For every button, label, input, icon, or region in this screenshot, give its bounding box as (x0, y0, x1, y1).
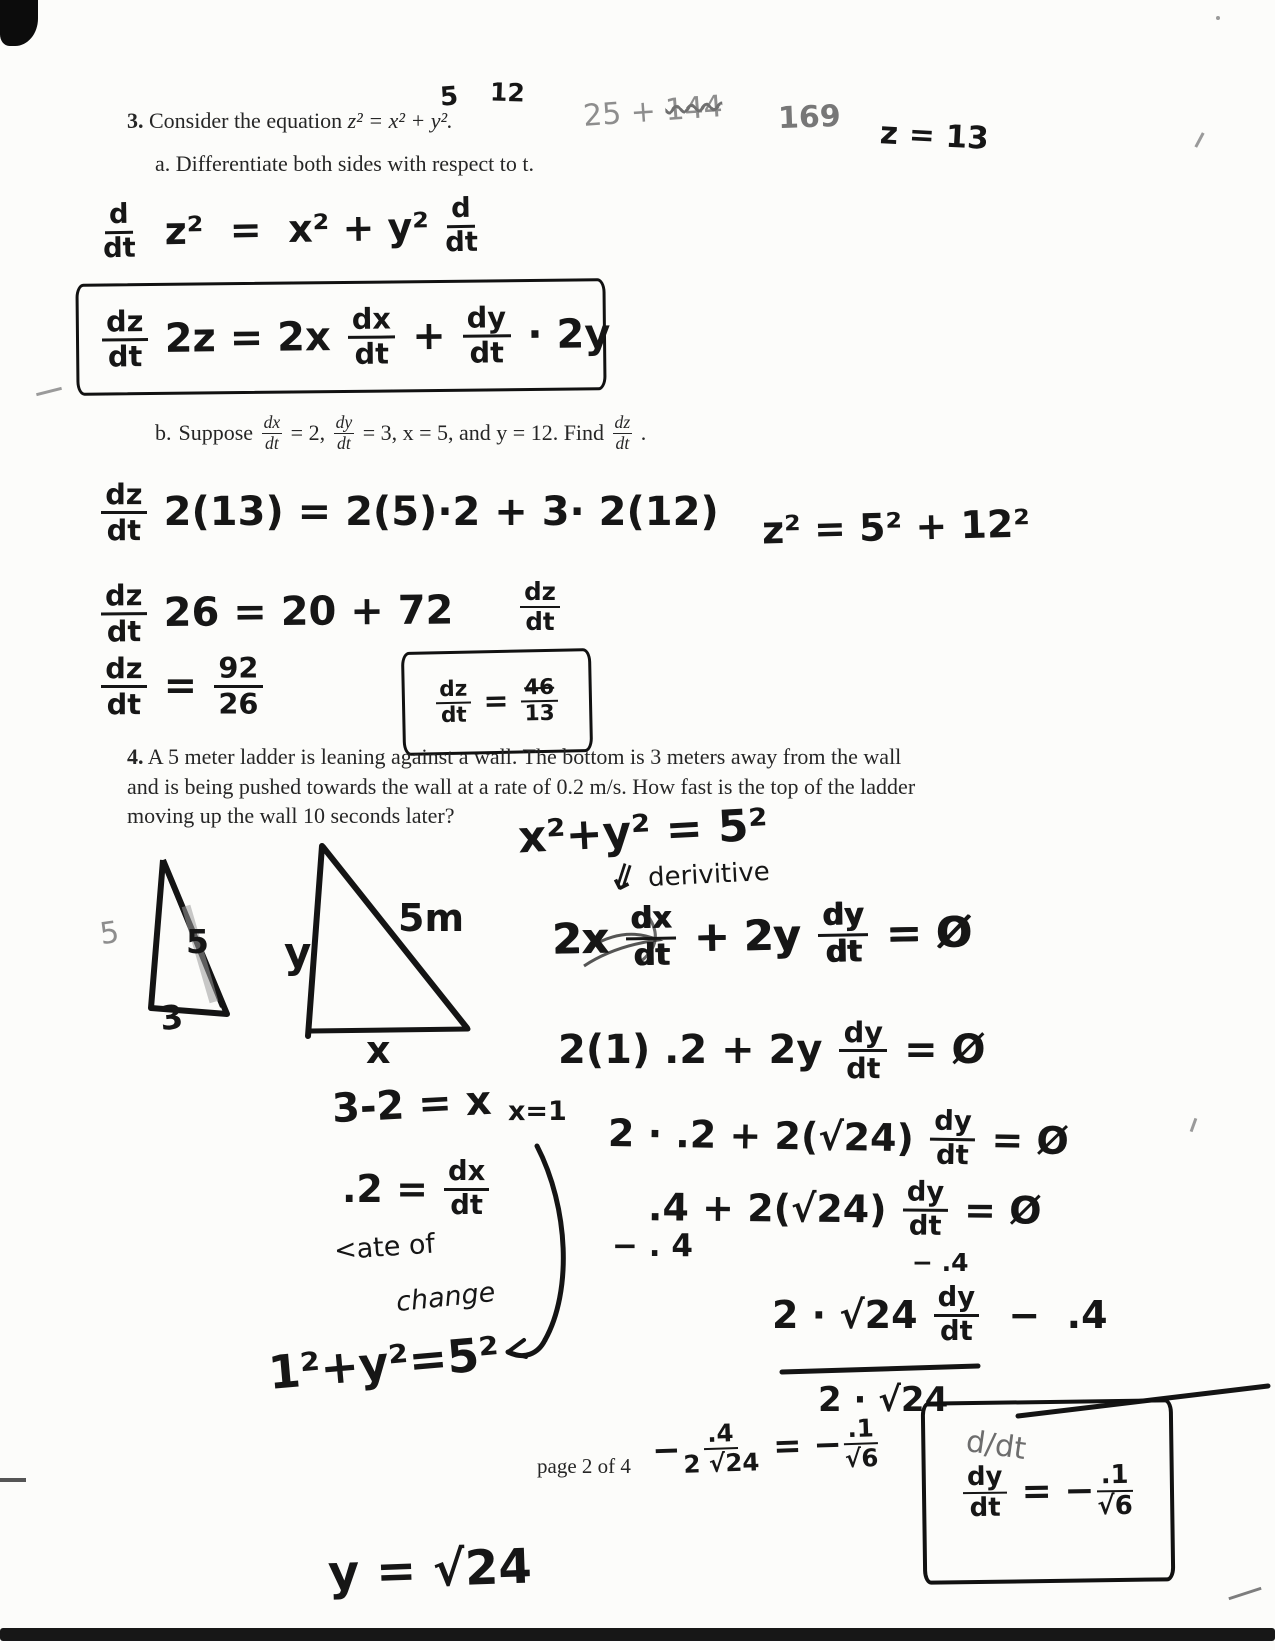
problem4-text2: and is being pushed towards the wall at a rate of 0.2 m/s. How fast is the top of the ladder (127, 773, 916, 799)
work4-minus-point4: − . 4 (612, 1228, 693, 1264)
work-b-quotient-line: $\frac{dz}{dt}$ = $\frac{92}{26}$ (98, 654, 266, 719)
double-down-arrow-icon: ⇓ (602, 854, 644, 903)
work4-minus-point4-small: − .4 (912, 1248, 969, 1277)
work4-x-equals-1: x=1 (508, 1096, 567, 1127)
work-a-derivative-line: $\frac{d}{dt}$ z² = x² + y² $\frac{d}{dt}$ (102, 192, 479, 265)
fraction: $\frac{dy}{dt}$ (335, 412, 353, 453)
problem3-text: Consider the equation (149, 108, 343, 133)
fraction: $\frac{dx}{dt}$ (625, 903, 676, 972)
work-b-substitution-line: $\frac{dz}{dt}$ 2(13) = 2(5)·2 + 3· 2(12) (98, 480, 719, 545)
small-triangle-left-label: 5 (97, 914, 122, 953)
fraction: $\frac{.1}{√6}$ (1097, 1459, 1133, 1522)
rate-of-label: <ate of (333, 1228, 436, 1267)
fraction: $\frac{d}{dt}$ (102, 198, 136, 265)
fraction: $\frac{dz}{dt}$ (520, 580, 559, 635)
dz-dt-fraction (611, 414, 634, 453)
problem4-text1: A 5 meter ladder is leaning against a wall. The bottom is 3 meters away from the wall (147, 744, 902, 769)
fraction: $\frac{.4}{2 √24}$ (682, 1418, 760, 1479)
work4-x-distance-line: 3-2 = x (330, 1077, 493, 1133)
part-b-period: . (640, 420, 647, 446)
fraction: $\frac{dx}{dt}$ (347, 304, 396, 369)
work4-point4-line: .4 + 2(√24) $\frac{dy}{dt}$ = Ø (647, 1176, 1042, 1242)
work4-sqrt24-line: 2 · .2 + 2(√24) $\frac{dy}{dt}$ = Ø (607, 1105, 1070, 1172)
fraction: $\frac{dz}{dt}$ (614, 412, 631, 453)
work4-implicit-derivative: 2x $\frac{dx}{dt}$ + 2y $\frac{dy}{dt}$ = Ø (551, 897, 972, 974)
work4-pythagorean-equation: x²+y² = 5² (516, 799, 770, 864)
work-b-simplified-line: $\frac{dz}{dt}$ 26 = 20 + 72 (98, 578, 454, 646)
work-a-boxed-equation: $\frac{dz}{dt}$ 2z = 2x $\frac{dx}{dt}$ + $\frac{dy}{dt}$ · 2y (79, 302, 611, 372)
fraction: $\frac{dy}{dt}$ (963, 1463, 1007, 1521)
handwritten-z-equals-13: z = 13 (879, 115, 990, 157)
problem4-number: 4. (127, 744, 144, 769)
work4-rate-line: .2 = $\frac{dx}{dt}$ (342, 1158, 492, 1220)
pencil-mark (1216, 16, 1220, 20)
fraction: $\frac{dy}{dt}$ (839, 1018, 887, 1083)
scan-corner-blob (0, 0, 38, 46)
big-triangle-hyp-label: 5m (398, 896, 465, 940)
work4-isolate-line: 2 · √24 $\frac{dy}{dt}$ − .4 (772, 1282, 1108, 1347)
fraction: $\frac{dy}{dt}$ (934, 1284, 980, 1346)
work4-denominator: 2 · √24 (818, 1380, 949, 1420)
work-b-answer-box (401, 648, 593, 756)
pencil-mark (0, 1478, 26, 1482)
work4-answer-box (921, 1398, 1176, 1585)
small-triangle-hyp-label: 5 (186, 922, 209, 961)
change-label: change (394, 1276, 497, 1319)
page-number: page 2 of 4 (537, 1454, 631, 1478)
fraction: $\frac{.1}{√6}$ (844, 1413, 879, 1473)
fraction: $\frac{dz}{dt}$ (101, 581, 148, 646)
pencil-169-annotation: 169 (777, 98, 842, 137)
fraction: $\frac{dy}{dt}$ (462, 303, 511, 368)
part-a-prompt (155, 151, 534, 177)
handwritten-annotation-y-value: 12 (489, 77, 526, 108)
work4-boxed-answer: $\frac{dy}{dt}$ = − $\frac{.1}{√6}$ (960, 1461, 1135, 1521)
crossed-out-d-dt: d/dt (963, 1423, 1029, 1468)
problem3-equation: z² = x² + y². (347, 108, 453, 133)
problem4-line1 (127, 742, 1092, 772)
fraction: $\frac{dz}{dt}$ (436, 678, 472, 727)
part-b-lead: Suppose (178, 420, 254, 446)
fraction: $\frac{92}{26}$ (214, 654, 263, 719)
fraction: $\frac{dx}{dt}$ (444, 1158, 489, 1220)
handwritten-annotation-x-value: 5 (438, 81, 460, 113)
part-b-mid1: = 2, (290, 420, 326, 446)
fraction: $\frac{46}{13}$ (521, 677, 559, 726)
pencil-mark (1190, 1118, 1198, 1132)
pencil-mark (1194, 132, 1204, 148)
pencil-144-scribbled: 144 (664, 89, 724, 129)
curved-arrow (537, 1146, 563, 1340)
work-b-stray-dz-dt (518, 577, 562, 636)
fraction: $\frac{dy}{dt}$ (817, 900, 869, 969)
problem3-heading (127, 108, 453, 134)
curved-arrow-hook (508, 1340, 545, 1356)
derivative-note: derivitive (647, 856, 771, 894)
part-b-mid2: = 3, x = 5, and y = 12. Find (362, 420, 605, 446)
small-triangle-base-label: 3 (158, 996, 185, 1039)
work-b-boxed-answer: $\frac{dz}{dt}$ = $\frac{46}{13}$ (434, 676, 561, 727)
pencil-sum-annotation (582, 89, 724, 134)
problem3-number: 3. (127, 108, 144, 133)
fraction: $\frac{dy}{dt}$ (902, 1179, 948, 1241)
part-b-prompt (155, 414, 646, 453)
fraction: $\frac{dz}{dt}$ (102, 307, 149, 372)
work4-substituted-line: 2(1) .2 + 2y $\frac{dy}{dt}$ = Ø (558, 1015, 986, 1085)
work4-one-squared-equation: 1²+y²=5² (266, 1326, 502, 1400)
fraction: $\frac{dz}{dt}$ (101, 654, 147, 719)
pencil-mark (36, 387, 62, 396)
fraction: $\frac{dy}{dt}$ (929, 1108, 976, 1171)
pencil-mark (1228, 1587, 1261, 1600)
dx-dt-fraction (260, 414, 284, 453)
big-triangle-wall-label: y (284, 928, 312, 977)
problem4-text3: moving up the wall 10 seconds later? (127, 803, 455, 828)
fraction-bar (782, 1366, 978, 1372)
part-a-label: a. (155, 151, 171, 176)
fraction: $\frac{dz}{dt}$ (101, 480, 147, 545)
work-a-answer-box (75, 278, 611, 396)
work4-y-sqrt24: y = √24 (327, 1538, 533, 1602)
work-b-pythagorean-side-note: z² = 5² + 12² (761, 501, 1031, 553)
big-triangle-base-label: x (366, 1028, 391, 1072)
fraction: $\frac{dx}{dt}$ (263, 412, 281, 453)
part-a-text: Differentiate both sides with respect to t. (175, 151, 534, 176)
pencil-25-plus: 25 + (581, 93, 658, 134)
scan-bottom-edge (0, 1628, 1275, 1641)
part-b-label: b. (155, 420, 172, 446)
dy-dt-fraction (332, 414, 356, 453)
arrowhead (508, 1340, 526, 1357)
fraction: $\frac{d}{dt}$ (444, 192, 479, 259)
work4-simplify-fraction: − $\frac{.4}{2 √24}$ = − $\frac{.1}{√6}$ (651, 1413, 879, 1479)
